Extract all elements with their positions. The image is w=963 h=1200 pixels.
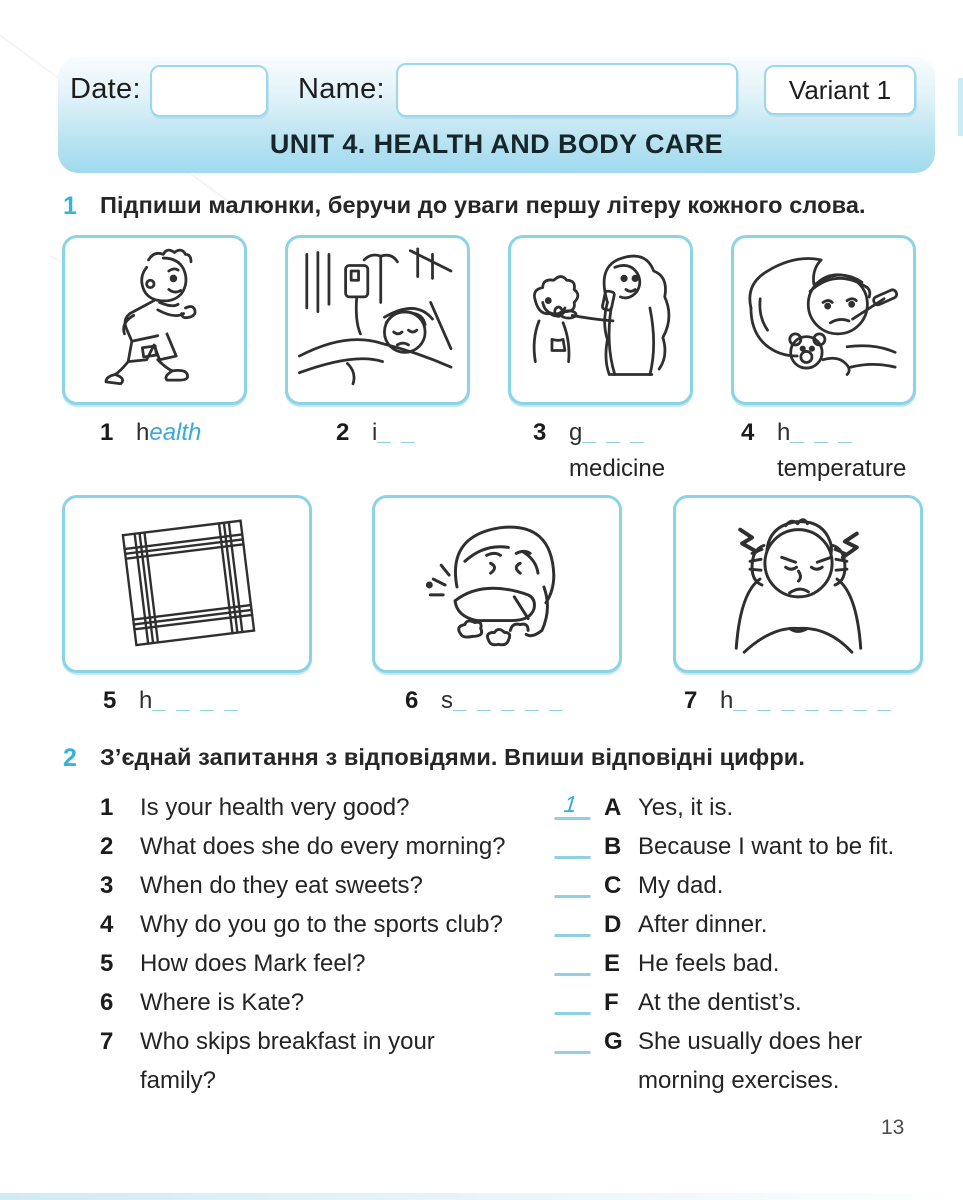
question-text: How does Mark feel? [140,950,366,977]
caption-4 [741,415,906,487]
answer-blank[interactable]: 1 [554,788,593,820]
caption-blanks: _ _ [377,419,417,446]
picture-frame-4 [731,235,916,405]
caption-letter: h [720,687,734,714]
caption-word[interactable] [777,415,906,487]
caption-letter: h [139,687,153,714]
caption-letter: h [777,419,791,446]
caption-blanks: _ _ _ _ [152,687,240,714]
caption-number: 2 [336,419,350,446]
caption-blanks: _ _ _ [582,419,646,446]
scan-edge-artifact [0,1193,963,1200]
girl-sneezing-illustration [379,502,615,666]
caption-blanks: _ _ _ _ _ _ _ [733,687,893,714]
picture-frame-5 [62,495,312,673]
question-text: What does she do every morning? [140,833,506,860]
answer-letter: C [604,872,622,899]
caption-number: 6 [405,687,419,714]
caption-word[interactable] [720,683,893,719]
question-number: 1 [100,794,114,821]
answers-column [556,788,936,1100]
answer-letter: E [604,950,621,977]
question-number: 4 [100,911,114,938]
answer-row [556,866,936,905]
caption-number: 4 [741,419,755,446]
picture-frame-2 [285,235,470,405]
picture-frame-3 [508,235,693,405]
boy-running-illustration [69,242,240,398]
caption-extra-word: medicine [569,455,666,482]
picture-frame-1 [62,235,247,405]
caption-word[interactable] [441,683,564,719]
unit-title: UNIT 4. HEALTH AND BODY CARE [269,129,724,159]
answer-row [556,827,936,866]
answer-letter: D [604,911,622,938]
caption-word[interactable] [136,415,201,451]
answer-row [556,788,936,827]
question-number: 3 [100,872,114,899]
handkerchief-illustration [69,502,305,666]
exercise1-instruction: Підпиши малюнки, беручи до уваги першу літеру кожного слова. [100,192,866,218]
exercise2-header [63,744,805,773]
page-number: 13 [881,1116,905,1139]
question-row [100,983,570,1022]
question-text: When do they eat sweets? [140,872,423,899]
question-row [100,944,570,983]
name-input-box[interactable] [396,63,738,117]
question-text: Where is Kate? [140,989,305,1016]
header-panel [58,57,935,173]
child-with-thermometer-illustration [738,242,909,398]
caption-5 [103,683,240,719]
caption-number: 3 [533,419,547,446]
exercise1-header [63,192,866,221]
answer-text: Yes, it is. [638,794,734,821]
name-label: Name: [298,73,385,105]
answer-row [556,905,936,944]
answer-blank[interactable] [554,944,593,976]
answer-row [556,1022,936,1100]
exercise2-number: 2 [63,744,77,772]
answer-letter: F [604,989,619,1016]
boy-with-headache-illustration [680,502,916,666]
date-input-box[interactable] [150,65,268,117]
caption-word[interactable] [372,415,417,451]
question-row [100,788,570,827]
caption-2 [336,415,417,451]
picture-frame-6 [372,495,622,673]
date-label: Date: [70,73,141,105]
question-row [100,827,570,866]
caption-7 [684,683,893,719]
answer-blank[interactable] [554,983,593,1015]
answer-text: He feels bad. [638,950,780,977]
answer-text: My dad. [638,872,724,899]
caption-blanks: _ _ _ _ _ [453,687,565,714]
caption-1 [100,415,201,451]
handwritten-answer: ealth [149,419,202,446]
answer-letter: B [604,833,622,860]
answer-blank[interactable] [554,827,593,859]
caption-word[interactable] [139,683,240,719]
caption-number: 7 [684,687,698,714]
answer-text-line2: morning exercises. [638,1067,840,1094]
questions-column [100,788,570,1100]
answer-text: At the dentist’s. [638,989,802,1016]
answer-text: She usually does her [638,1028,863,1055]
answer-row [556,983,936,1022]
question-row [100,1022,570,1100]
mother-giving-medicine-illustration [515,242,686,398]
scan-edge-artifact [958,78,963,136]
question-text: Who skips breakfast in your [140,1028,435,1055]
question-number: 6 [100,989,114,1016]
answer-blank[interactable] [554,905,593,937]
question-text: Is your health very good? [140,794,410,821]
question-row [100,866,570,905]
caption-word[interactable] [569,415,665,487]
boy-ill-in-bed-illustration [292,242,463,398]
answer-letter: A [604,794,622,821]
caption-letter: i [372,419,378,446]
question-row [100,905,570,944]
answer-letter: G [604,1028,623,1055]
variant-badge: Variant 1 [764,65,916,115]
question-text-line2: family? [140,1067,217,1094]
exercise2-instruction: З’єднай запитання з відповідями. Впиши відповідні цифри. [100,744,805,770]
caption-letter: s [441,687,453,714]
answer-blank[interactable] [554,1022,593,1054]
caption-number: 5 [103,687,117,714]
exercise1-number: 1 [63,192,77,220]
answer-text: Because I want to be fit. [638,833,895,860]
caption-extra-word: temperature [777,455,907,482]
caption-letter: h [136,419,150,446]
answer-text: After dinner. [638,911,768,938]
question-number: 7 [100,1028,114,1055]
caption-blanks: _ _ _ [790,419,854,446]
caption-letter: g [569,419,583,446]
picture-frame-7 [673,495,923,673]
question-number: 2 [100,833,114,860]
question-number: 5 [100,950,114,977]
caption-3 [533,415,665,487]
caption-number: 1 [100,419,114,446]
question-text: Why do you go to the sports club? [140,911,503,938]
answer-blank[interactable] [554,866,593,898]
answer-row [556,944,936,983]
caption-6 [405,683,564,719]
